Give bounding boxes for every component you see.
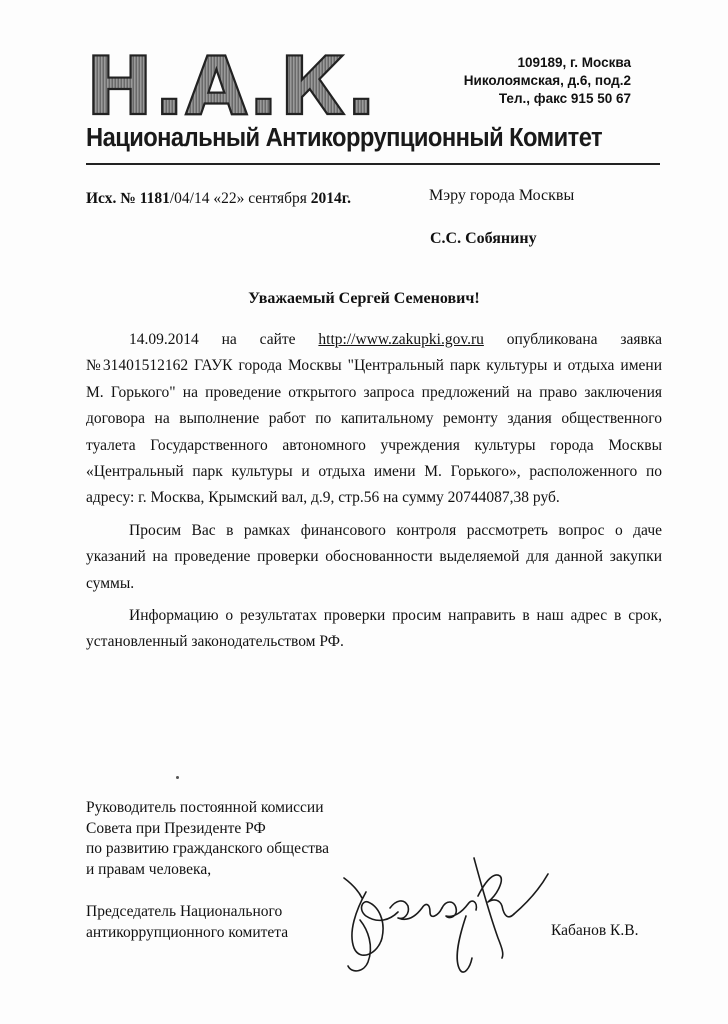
signer-name: Кабанов К.В. (551, 922, 639, 939)
p1-intro: 14.09.2014 на сайте (129, 331, 319, 348)
address-line: 109189, г. Москва (517, 55, 631, 70)
ref-number: 1181 (139, 190, 170, 207)
organization-name: Национальный Антикоррупционный Комитет (86, 124, 603, 152)
recipient-name: С.С. Собянину (430, 230, 537, 247)
p1-text: опубликована заявка №31401512162 ГАУК города Москвы "Центральный парк культуры и отдыха имени М. Горького" на проведение открытого запроса предложений на право заключения договора на выполнение работ по капитальному ремонту здания общественного туалета Государственного автономного учреждения культуры города Москвы «Центральный парк культуры и отдыха имени М. Горького», расположенного по адресу: г. Москва, Крымский вал, д.9, стр.56 на сумму 20744087,38 руб. (86, 331, 662, 507)
paragraph-2: Просим Вас в рамках финансового контроля рассмотреть вопрос о даче указаний на проведение проверки обоснованности выделяемой для данной закупки суммы. (86, 521, 662, 592)
scan-speck (176, 776, 179, 779)
title-line: и правам человека, (86, 860, 212, 878)
paragraph-1 (86, 327, 662, 512)
paragraph-3: Информацию о результатах проверки просим направить в наш адрес в срок, установленный законодательством РФ. (86, 607, 662, 651)
recipient-position: Мэру города Москвы (429, 187, 575, 204)
title-line: Совета при Президенте РФ (86, 819, 266, 837)
ref-prefix: Исх. № (86, 190, 140, 207)
zakupki-link[interactable]: http://www.zakupki.gov.ru (318, 331, 484, 348)
address-line: Николоямская, д.6, под.2 (463, 73, 631, 88)
letterhead-divider (86, 163, 660, 165)
title-line: Председатель Национального (86, 903, 283, 920)
address-line: Тел., факс 915 50 67 (498, 91, 631, 106)
title-line: Руководитель постоянной комиссии (86, 799, 324, 816)
commission-title (86, 798, 329, 880)
letterhead-address (464, 54, 631, 108)
logo-text: Н.А.К. (86, 40, 378, 133)
salutation: Уважаемый Сергей Семенович! (248, 290, 480, 307)
ref-middle: /04/14 «22» сентября (169, 190, 311, 207)
title-line: антикоррупционного комитета (86, 923, 289, 941)
letter-body (86, 327, 662, 656)
title-line: по развитию гражданского общества (86, 840, 330, 857)
handwritten-signature (338, 850, 558, 980)
chair-title (86, 902, 288, 943)
ref-year: 2014г. (310, 190, 351, 207)
nak-logo (86, 40, 378, 133)
outgoing-reference (86, 190, 351, 208)
